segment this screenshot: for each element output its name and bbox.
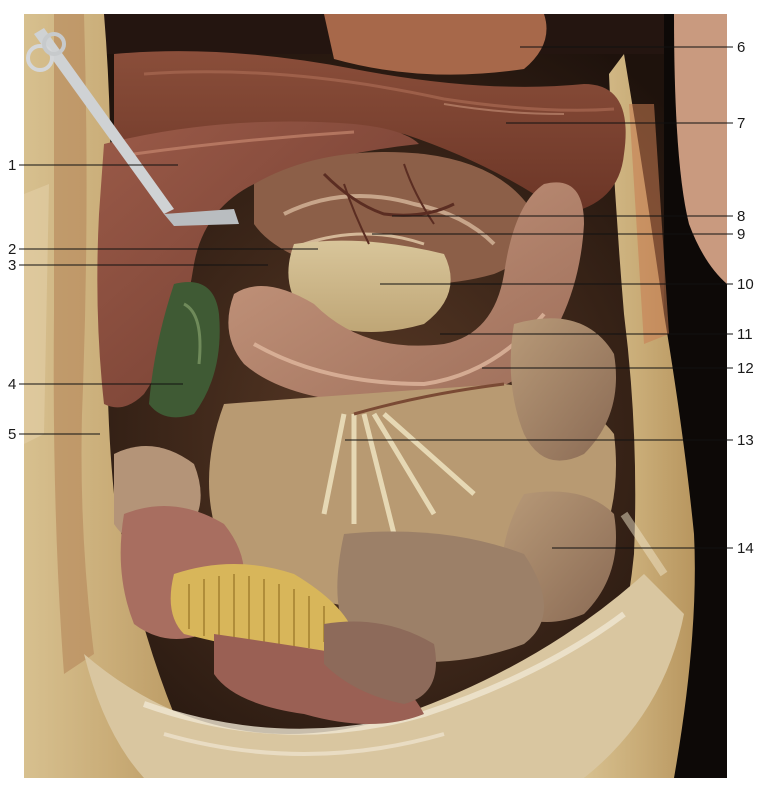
label-5: 5 <box>8 426 17 443</box>
dissection-photo <box>24 14 727 778</box>
label-10: 10 <box>737 276 754 293</box>
label-6: 6 <box>737 39 746 56</box>
label-1: 1 <box>8 157 17 174</box>
label-13: 13 <box>737 432 754 449</box>
label-12: 12 <box>737 360 754 377</box>
label-4: 4 <box>8 376 17 393</box>
label-3: 3 <box>8 257 17 274</box>
label-9: 9 <box>737 226 746 243</box>
label-11: 11 <box>737 326 753 343</box>
label-8: 8 <box>737 208 746 225</box>
label-2: 2 <box>8 241 17 258</box>
label-7: 7 <box>737 115 746 132</box>
label-14: 14 <box>737 540 754 557</box>
